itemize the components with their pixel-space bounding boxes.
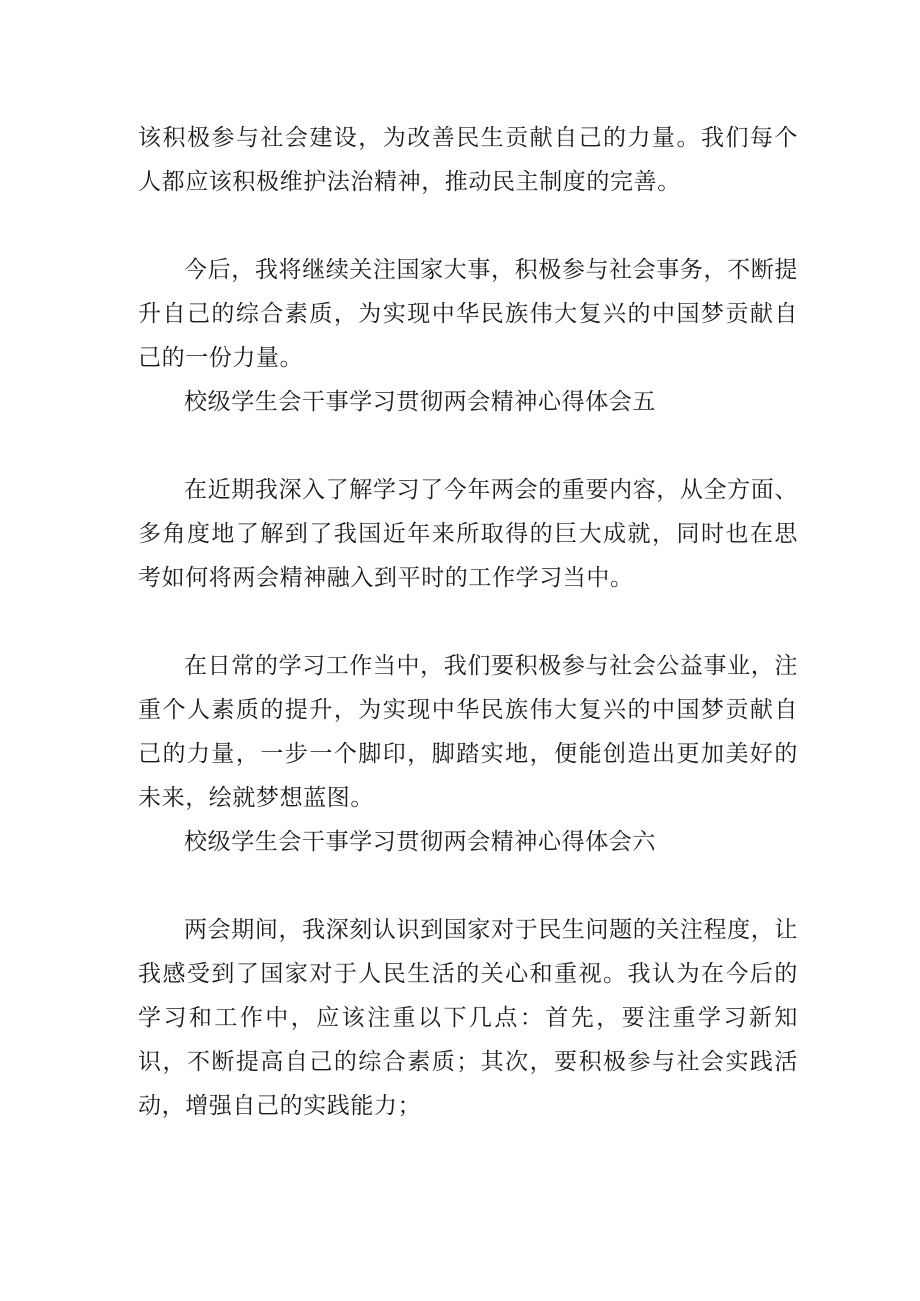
paragraph-daily-work: 在日常的学习工作当中，我们要积极参与社会公益事业，注重个人素质的提升，为实现中华民族伟大复兴的中国梦贡献自己的力量，一步一个脚印，脚踏实地，便能创造出更加美好的未来，绘就梦想蓝图。 <box>138 653 798 811</box>
paragraph-continuation: 该积极参与社会建设，为改善民生贡献自己的力量。我们每个人都应该积极维护法治精神，推动民主制度的完善。 <box>138 125 798 195</box>
paragraph-future-plans: 今后，我将继续关注国家大事，积极参与社会事务，不断提升自己的综合素质，为实现中华民族伟大复兴的中国梦贡献自己的一份力量。 <box>138 257 798 371</box>
paragraph-livelihood: 两会期间，我深刻认识到国家对于民生问题的关注程度，让我感受到了国家对于人民生活的关心和重视。我认为在今后的学习和工作中，应该注重以下几点：首先，要注重学习新知识，不断提高自己的综合素质；其次，要积极参与社会实践活动，增强自己的实践能力； <box>138 917 798 1119</box>
section-heading-six: 校级学生会干事学习贯彻两会精神心得体会六 <box>184 829 656 855</box>
section-heading-five: 校级学生会干事学习贯彻两会精神心得体会五 <box>184 389 656 415</box>
document-body <box>138 116 798 1128</box>
paragraph-recent-study: 在近期我深入了解学习了今年两会的重要内容，从全方面、多角度地了解到了我国近年来所取得的巨大成就，同时也在思考如何将两会精神融入到平时的工作学习当中。 <box>138 477 798 591</box>
